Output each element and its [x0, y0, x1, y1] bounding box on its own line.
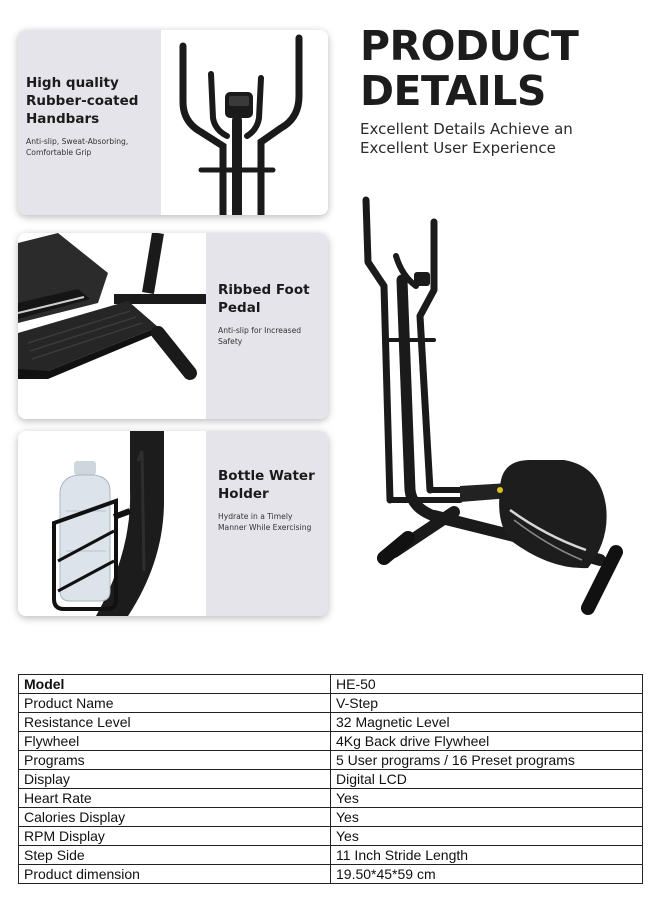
elliptical-machine-image	[350, 190, 640, 630]
spec-value: HE-50	[331, 675, 643, 694]
feature-card-bottle-holder	[18, 431, 328, 616]
feature-text	[218, 281, 326, 347]
foot-pedal-photo	[18, 233, 206, 419]
feature-description: Anti-slip, Sweat-Absorbing, Comfortable Grip	[26, 137, 129, 157]
spec-value: 19.50*45*59 cm	[331, 865, 643, 884]
spec-label: Flywheel	[19, 732, 331, 751]
spec-value: 11 Inch Stride Length	[331, 846, 643, 865]
feature-title: Bottle Water Holder	[218, 468, 315, 502]
spec-label: Step Side	[19, 846, 331, 865]
feature-text	[218, 467, 326, 533]
feature-card-handlebars	[18, 30, 328, 215]
page-title: PRODUCT DETAILS	[360, 22, 579, 115]
table-row	[19, 846, 643, 865]
spec-label: Product dimension	[19, 865, 331, 884]
table-row	[19, 770, 643, 789]
feature-card-foot-pedal	[18, 233, 328, 419]
spec-label: Resistance Level	[19, 713, 331, 732]
spec-label: Product Name	[19, 694, 331, 713]
spec-label: Programs	[19, 751, 331, 770]
table-row	[19, 865, 643, 884]
table-row	[19, 789, 643, 808]
handlebar-photo	[161, 30, 328, 215]
spec-label: Heart Rate	[19, 789, 331, 808]
table-row	[19, 675, 643, 694]
spec-value: Digital LCD	[331, 770, 643, 789]
spec-value: Yes	[331, 808, 643, 827]
table-row	[19, 751, 643, 770]
spec-label: Model	[19, 675, 331, 694]
bottle-holder-photo	[18, 431, 206, 616]
feature-title: Ribbed Foot Pedal	[218, 282, 310, 316]
specifications-table	[18, 674, 643, 884]
spec-value: Yes	[331, 827, 643, 846]
page-subtitle: Excellent Details Achieve an Excellent User Experience	[360, 120, 573, 157]
product-details-header	[360, 24, 650, 158]
spec-value: 5 User programs / 16 Preset programs	[331, 751, 643, 770]
table-row	[19, 713, 643, 732]
table-row	[19, 827, 643, 846]
spec-value: 4Kg Back drive Flywheel	[331, 732, 643, 751]
table-row	[19, 694, 643, 713]
spec-value: Yes	[331, 789, 643, 808]
feature-description: Hydrate in a Timely Manner While Exercising	[218, 512, 312, 532]
feature-description: Anti-slip for Increased Safety	[218, 326, 302, 346]
table-row	[19, 808, 643, 827]
spec-value: 32 Magnetic Level	[331, 713, 643, 732]
spec-label: Display	[19, 770, 331, 789]
spec-label: RPM Display	[19, 827, 331, 846]
spec-value: V-Step	[331, 694, 643, 713]
table-row	[19, 732, 643, 751]
spec-label: Calories Display	[19, 808, 331, 827]
feature-text	[26, 74, 158, 158]
feature-title: High quality Rubber-coated Handbars	[26, 75, 139, 127]
